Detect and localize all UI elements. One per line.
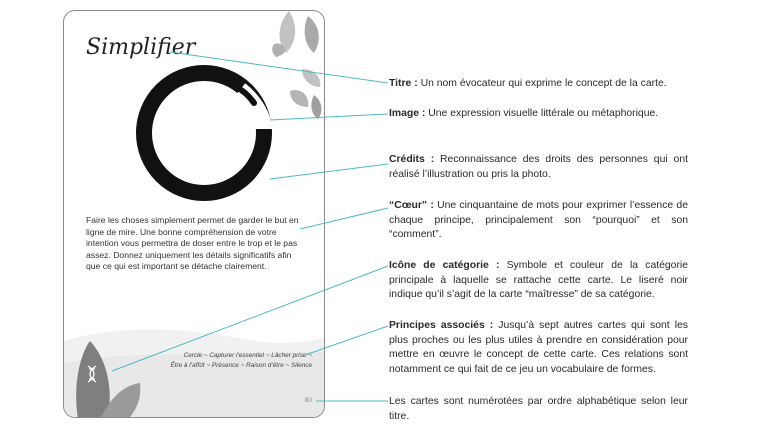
annotation-associated (389, 319, 688, 377)
enso-circle-icon (144, 73, 264, 193)
annotation-title (389, 77, 688, 92)
card-title: Simplifier (86, 35, 196, 60)
associated-line-2: Être à l’affût ~ Présence ~ Raison d’être ~ Silence (170, 362, 312, 369)
annotation-text: Jusqu’à sept autres cartes qui sont les plus proches ou les plus utiles à prendre en considération pour mettre en œuvre le concept de cette carte. Ces relations sont notamment ce qui fait de ce jeu un vocabulaire de formes. (389, 320, 689, 375)
annotation-label: Principes associés : (389, 320, 494, 331)
annotation-label: Titre : (389, 78, 418, 89)
annotation-text: Reconnaissance des droits des personnes qui ont réalisé l’illustration ou pris la photo. (389, 154, 688, 180)
annotation-label: Image : (389, 108, 426, 119)
annotation-label: Icône de catégorie : (389, 260, 500, 271)
annotation-category-icon (389, 259, 688, 303)
annotation-text: Symbole et couleur de la catégorie principale à laquelle se rattache cette carte. Le liseré noir indique qu’il s’agit de la carte “maîtresse” de sa catégorie. (389, 260, 688, 301)
associated-line-1: Cercle ~ Capturer l’essentiel ~ Lâcher prise ~ (183, 352, 312, 359)
annotation-label: Crédits : (389, 154, 435, 165)
associated-principles (124, 351, 312, 371)
annotation-text: Une expression visuelle littérale ou métaphorique. (425, 108, 659, 119)
card-body-text: Faire les choses simplement permet de garder le but en ligne de mire. Une bonne compréhension de votre intention vous permettra de doser entre le trop et le pas assez. Donnez uniquement les détails significatifs afin que ce qui est important se détache clairement. (86, 215, 299, 272)
card-number: 80 (304, 397, 312, 404)
annotation-text: Un nom évocateur qui exprime le concept de la carte. (417, 78, 667, 89)
annotation-text: Une cinquantaine de mots pour exprimer l’essence de chaque principe, principalement son “pourquoi” et son “comment”. (389, 200, 688, 241)
annotation-credits (389, 153, 688, 182)
principle-card (63, 10, 325, 418)
annotation-heart (389, 199, 688, 243)
annotation-label: “Cœur” : (389, 200, 434, 211)
annotation-numbering (389, 395, 688, 424)
leaves-decoration-icon (272, 11, 321, 119)
annotation-image (389, 107, 688, 122)
annotation-text: Les cartes sont numérotées par ordre alphabétique selon leur titre. (389, 396, 688, 422)
